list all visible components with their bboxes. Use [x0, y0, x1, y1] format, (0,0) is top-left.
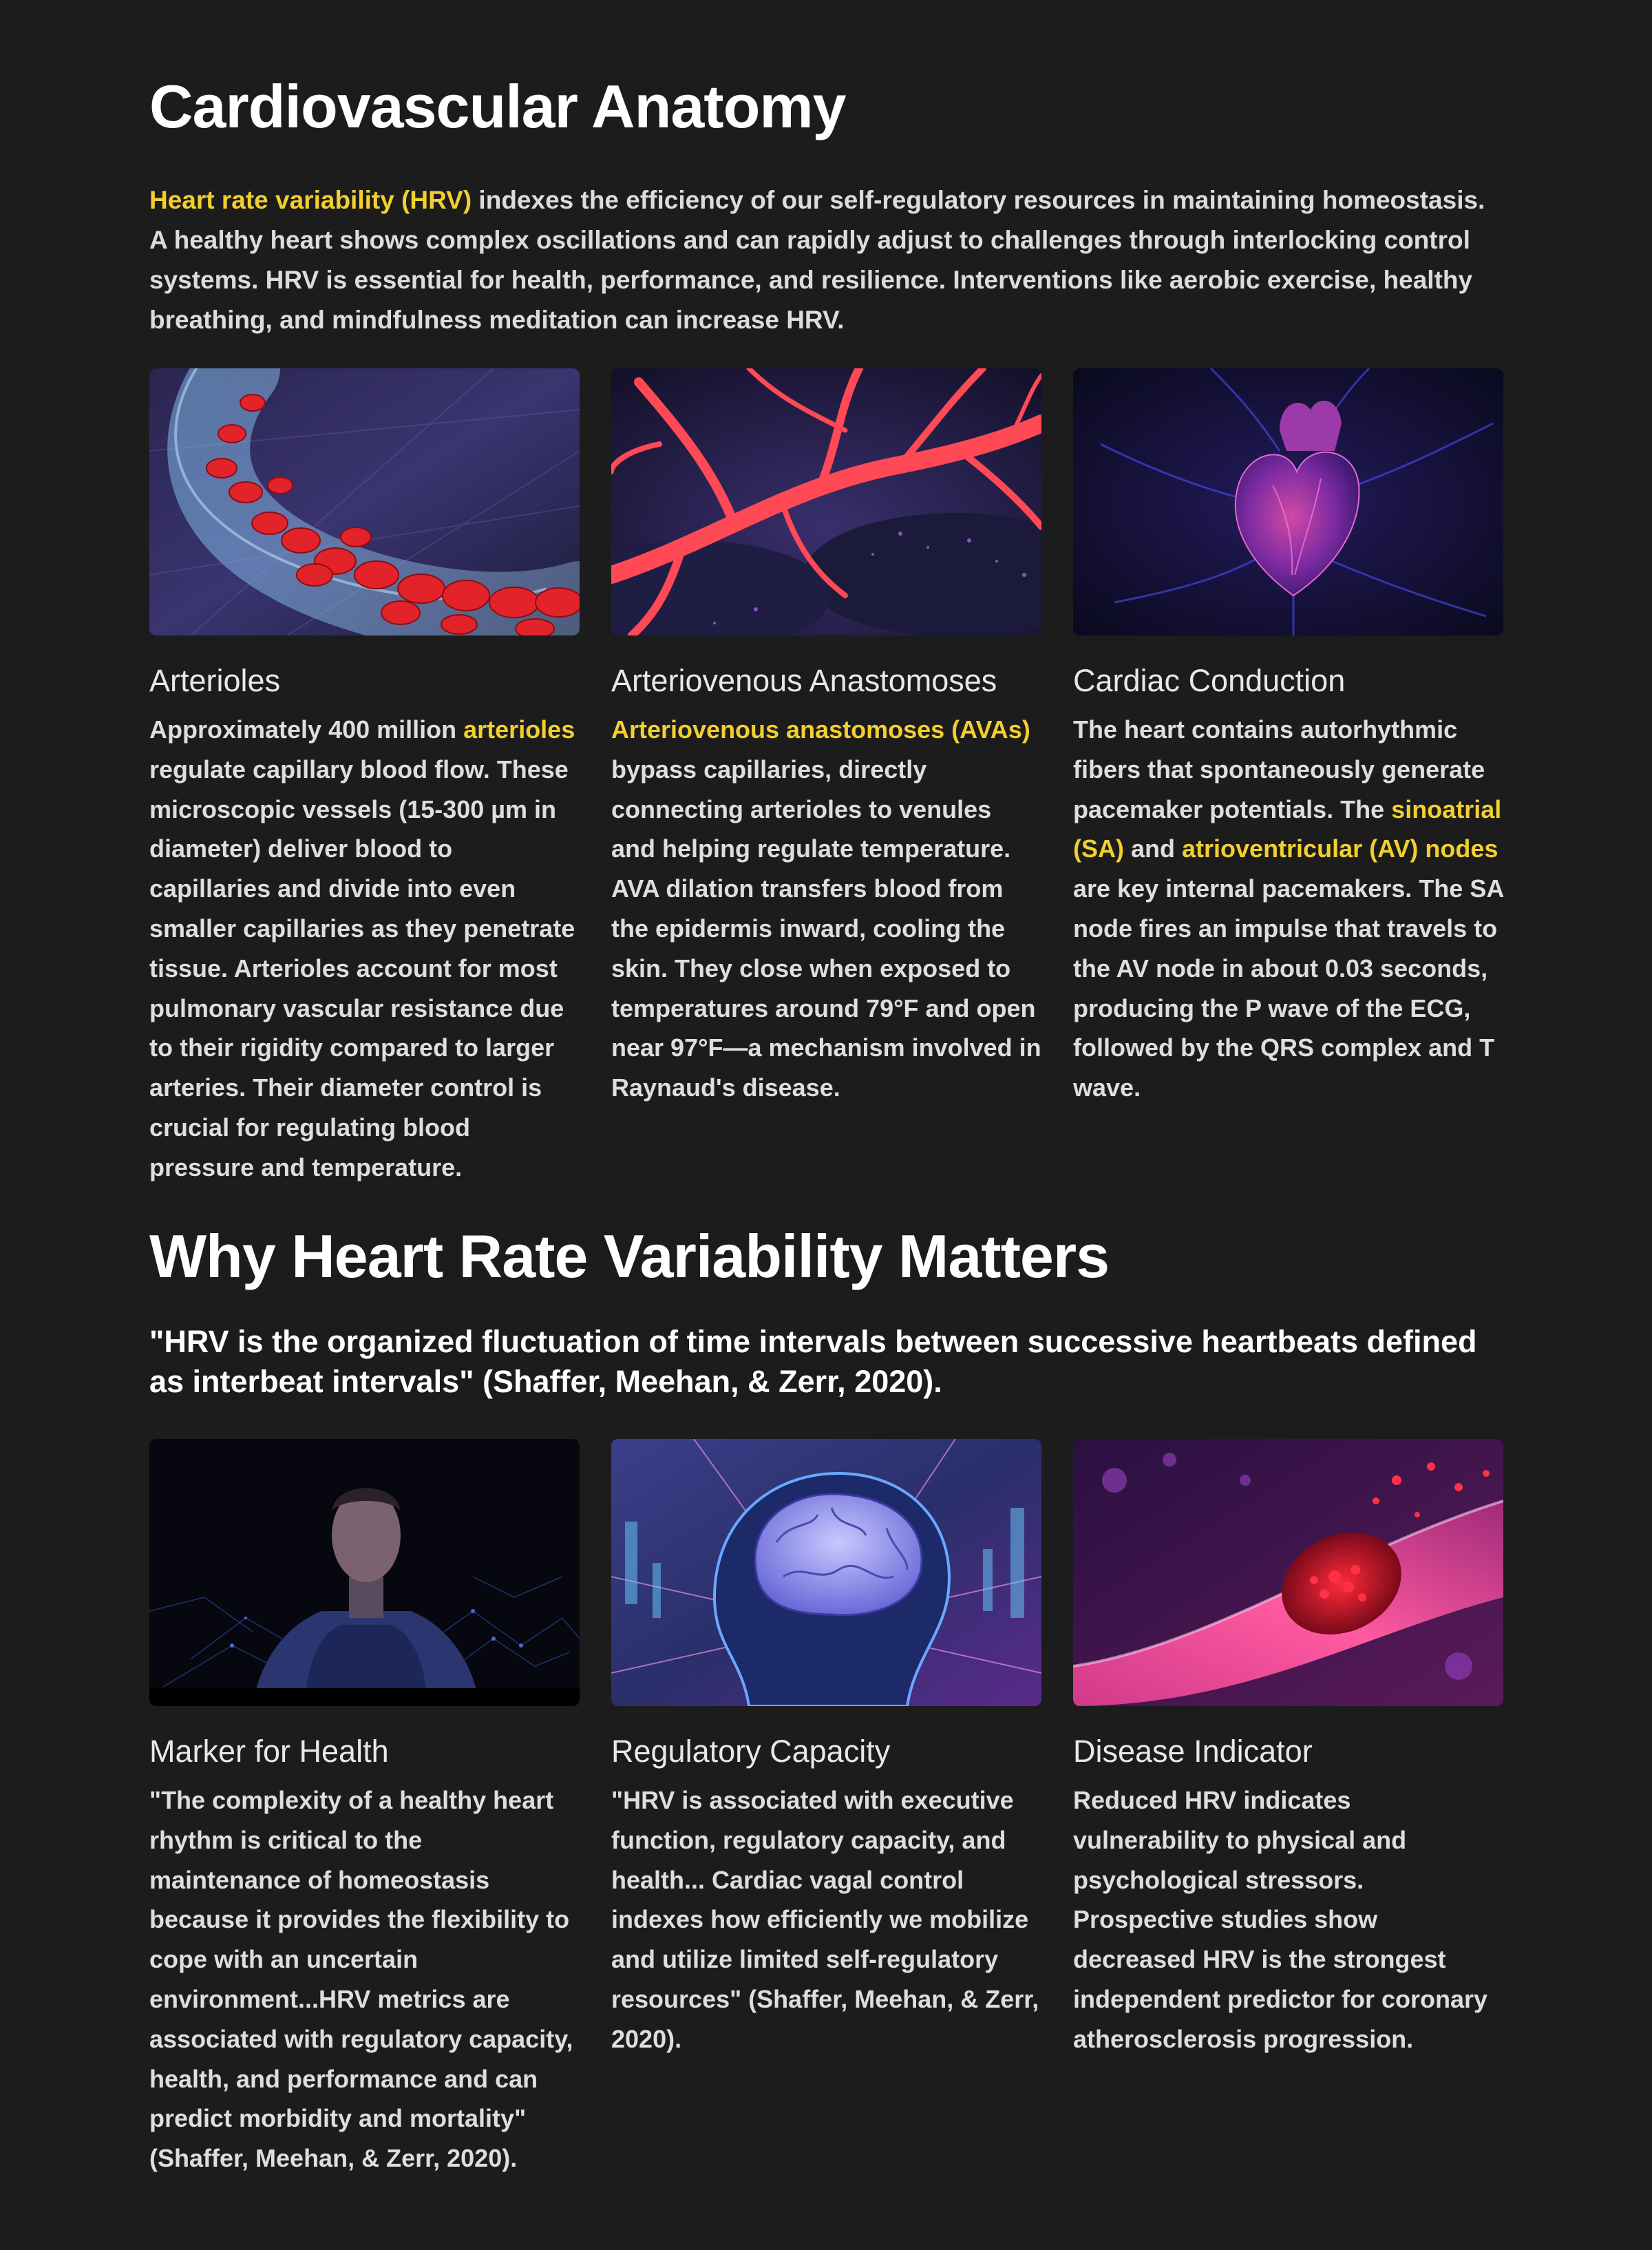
card-text-part: bypass capillaries, directly connecting arterioles to venules and helping regulate temperature. AVA dilation transfers blood from the epidermis inward, cooling the skin. They close when exposed to temperatures around 79°F and open near 97°F—a mechanism involved in Raynaud's disease.	[611, 755, 1041, 1102]
card-heading: Cardiac Conduction	[1073, 663, 1346, 698]
brain-image	[611, 1439, 1041, 1706]
card-text	[611, 710, 1041, 1108]
card-heading: Marker for Health	[149, 1734, 389, 1769]
card-heading: Arterioles	[149, 663, 281, 698]
card-text-part: Approximately 400 million	[149, 715, 464, 744]
intro-paragraph	[149, 180, 1503, 340]
card-text	[1073, 710, 1503, 1108]
card-heading: Arteriovenous Anastomoses	[611, 663, 997, 698]
card-highlight: sinoatrial (SA)	[1073, 795, 1502, 863]
card-marker-for-health	[149, 1439, 580, 2178]
athlete-image	[149, 1439, 580, 1706]
artery-image	[1073, 1439, 1503, 1706]
hrv-definition-quote: "HRV is the organized fluctuation of time intervals between successive heartbeats defined as interbeat intervals" (Shaffer, Meehan, & Zerr, 2020).	[149, 1324, 1477, 1399]
card-text	[149, 710, 580, 1188]
arterioles-image	[149, 368, 580, 635]
card-text-part: The heart contains autorhythmic fibers that spontaneously generate pacemaker potentials. The	[1073, 715, 1485, 823]
card-arteriovenous-anastomoses	[611, 368, 1041, 1188]
anatomy-cards	[149, 368, 1503, 1188]
card-regulatory-capacity	[611, 1439, 1041, 2178]
heart-image	[1073, 368, 1503, 635]
intro-text: indexes the efficiency of our self-regulatory resources in maintaining homeostasis. A healthy heart shows complex oscillations and can rapidly adjust to challenges through interlocking control systems. HRV is essential for health, performance, and resilience. Interventions like aerobic exercise, healthy breathing, and mindfulness meditation can increase HRV.	[149, 186, 1485, 334]
card-disease-indicator	[1073, 1439, 1503, 2178]
card-text: Reduced HRV indicates vulnerability to physical and psychological stressors. Prospective studies show decreased HRV is the strongest independent predictor for coronary atherosclerosis progression.	[1073, 1786, 1488, 2053]
card-text: "The complexity of a healthy heart rhythm is critical to the maintenance of homeostasis because it provides the flexibility to cope with an uncertain environment...HRV metrics are associated with regulatory capacity, health, and performance and can predict morbidity and mortality" (Shaffer, Meehan, & Zerr, 2020).	[149, 1786, 573, 2173]
section-title-anatomy: Cardiovascular Anatomy	[149, 72, 846, 140]
intro-highlight: Heart rate variability (HRV)	[149, 186, 472, 214]
card-heading: Disease Indicator	[1073, 1734, 1313, 1769]
card-text-part: are key internal pacemakers. The SA node fires an impulse that travels to the AV node in about 0.03 seconds, producing the P wave of the ECG, followed by the QRS complex and T wave.	[1073, 874, 1503, 1102]
section-title-hrv: Why Heart Rate Variability Matters	[149, 1222, 1110, 1290]
card-heading: Regulatory Capacity	[611, 1734, 891, 1769]
card-highlight: atrioventricular (AV) nodes	[1182, 834, 1499, 863]
card-text-part: regulate capillary blood flow. These microscopic vessels (15-300 µm in diameter) deliver blood to capillaries and divide into even smaller capillaries as they penetrate tissue. Arterioles account for most pulmonary vascular resistance due to their rigidity compared to larger arteries. Their diameter control is crucial for regulating blood pressure and temperature.	[149, 755, 575, 1181]
card-text-part: and	[1124, 834, 1183, 863]
anastomoses-image	[611, 368, 1041, 635]
card-highlight: Arteriovenous anastomoses (AVAs)	[611, 715, 1030, 744]
card-text: "HRV is associated with executive function, regulatory capacity, and health... Cardiac vagal control indexes how efficiently we mobilize and utilize limited self-regulatory resources" (Shaffer, Meehan, & Zerr, 2020).	[611, 1786, 1039, 2053]
card-arterioles	[149, 368, 580, 1188]
card-cardiac-conduction	[1073, 368, 1503, 1188]
card-highlight: arterioles	[463, 715, 575, 744]
hrv-cards	[149, 1439, 1503, 2178]
